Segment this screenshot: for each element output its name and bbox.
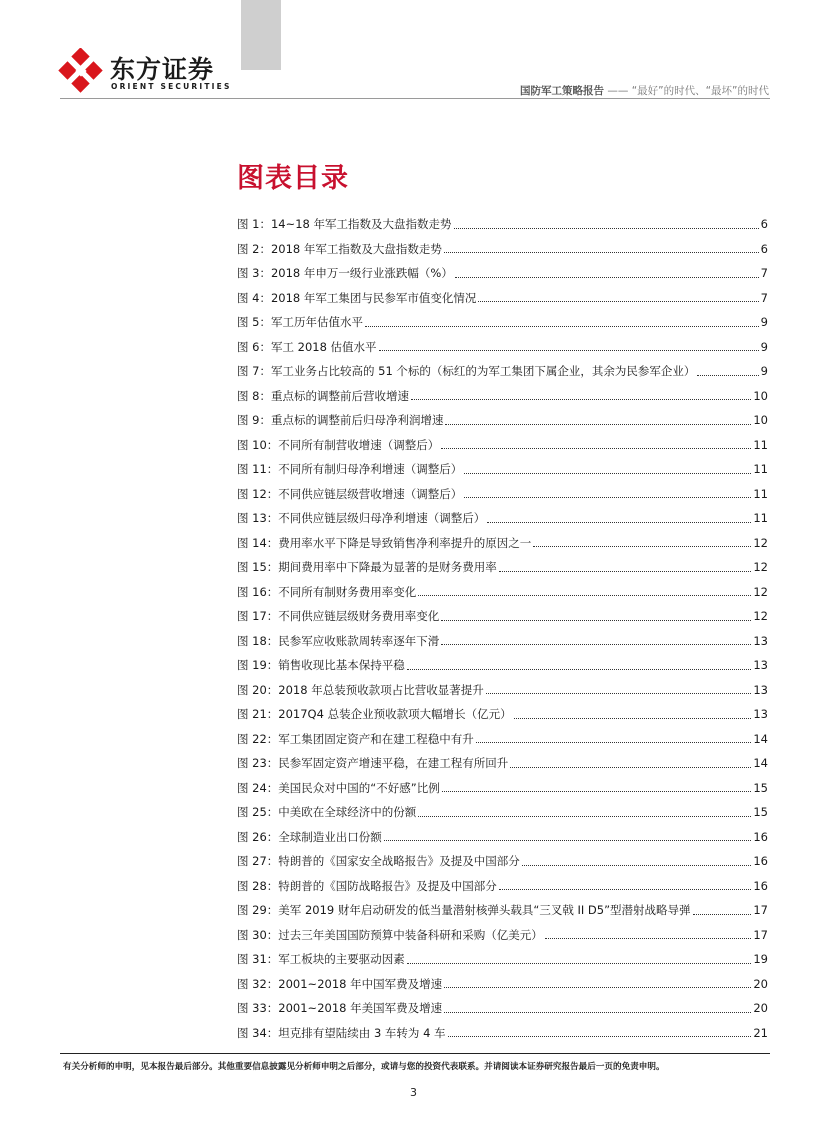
toc-leader-dots	[407, 669, 752, 670]
toc-entry-page: 10	[753, 413, 768, 428]
toc-entry-label: 图 13：不同供应链层级归母净利增速（调整后）	[237, 511, 486, 526]
toc-entry-page: 13	[753, 658, 768, 673]
toc-leader-dots	[411, 399, 751, 400]
toc-entry-label: 图 8：重点标的调整前后营收增速	[237, 388, 409, 403]
toc-entry[interactable]	[237, 482, 768, 507]
orient-securities-logo-icon	[58, 48, 104, 94]
toc-leader-dots	[441, 620, 751, 621]
toc-entry[interactable]	[237, 531, 768, 556]
toc-entry[interactable]	[237, 261, 768, 286]
toc-entry[interactable]	[237, 310, 768, 335]
toc-entry-label: 图 33：2001~2018 年美国军费及增速	[237, 1001, 443, 1016]
toc-leader-dots	[448, 1036, 752, 1037]
toc-leader-dots	[444, 1012, 751, 1013]
header-decoration	[241, 0, 281, 70]
toc-entry[interactable]	[237, 384, 768, 409]
toc-entry-page: 20	[753, 1001, 768, 1016]
page-number: 3	[410, 1086, 417, 1099]
toc-entry-page: 10	[753, 388, 768, 403]
toc-entry-page: 15	[753, 780, 768, 795]
toc-entry-label: 图 14：费用率水平下降是导致销售净利率提升的原因之一	[237, 535, 532, 550]
toc-entry-page: 9	[760, 315, 768, 330]
toc-leader-dots	[407, 963, 752, 964]
toc-entry-label: 图 6：军工 2018 估值水平	[237, 339, 377, 354]
footer-divider	[60, 1053, 770, 1054]
toc-entry[interactable]	[237, 408, 768, 433]
brand-logo	[58, 48, 232, 98]
toc-leader-dots	[514, 718, 752, 719]
toc-entry[interactable]	[237, 996, 768, 1021]
toc-leader-dots	[379, 350, 759, 351]
toc-entry-label: 图 31：军工板块的主要驱动因素	[237, 952, 405, 967]
toc-entry-page: 16	[753, 878, 768, 893]
toc-entry[interactable]	[237, 286, 768, 311]
toc-leader-dots	[545, 938, 752, 939]
toc-entry-label: 图 32：2001~2018 年中国军费及增速	[237, 976, 443, 991]
report-header	[520, 83, 769, 98]
toc-entry-page: 14	[753, 731, 768, 746]
toc-entry-page: 13	[753, 682, 768, 697]
toc-entry-page: 12	[753, 584, 768, 599]
toc-leader-dots	[478, 301, 758, 302]
toc-entry-page: 15	[753, 805, 768, 820]
toc-entry[interactable]	[237, 433, 768, 458]
toc-entry-label: 图 4：2018 年军工集团与民参军市值变化情况	[237, 290, 477, 305]
toc-entry-label: 图 17：不同供应链层级财务费用率变化	[237, 609, 440, 624]
toc-leader-dots	[499, 571, 752, 572]
toc-entry-page: 14	[753, 756, 768, 771]
header-separator: ——	[607, 85, 629, 97]
toc-entry[interactable]	[237, 923, 768, 948]
toc-entry-page: 16	[753, 829, 768, 844]
toc-leader-dots	[365, 326, 759, 327]
toc-entry-label: 图 22：军工集团固定资产和在建工程稳中有升	[237, 731, 474, 746]
toc-leader-dots	[464, 473, 751, 474]
toc-entry-page: 12	[753, 609, 768, 624]
toc-entry[interactable]	[237, 506, 768, 531]
toc-entry-page: 12	[753, 535, 768, 550]
toc-leader-dots	[442, 791, 752, 792]
toc-leader-dots	[476, 742, 752, 743]
toc-entry-label: 图 24：美国民众对中国的“不好感”比例	[237, 780, 440, 795]
toc-leader-dots	[444, 987, 751, 988]
toc-leader-dots	[454, 228, 759, 229]
toc-entry[interactable]	[237, 237, 768, 262]
toc-entry[interactable]	[237, 849, 768, 874]
toc-leader-dots	[533, 546, 751, 547]
toc-leader-dots	[441, 644, 751, 645]
toc-entry-page: 17	[753, 927, 768, 942]
toc-leader-dots	[445, 424, 751, 425]
toc-entry-page: 9	[760, 364, 768, 379]
toc-entry[interactable]	[237, 678, 768, 703]
toc-entry-label: 图 20：2018 年总装预收款项占比营收显著提升	[237, 682, 484, 697]
toc-entry-label: 图 29：美军 2019 财年启动研发的低当量潜射核弹头载具“三叉戟 II D5”型潜射战略导弹	[237, 903, 691, 918]
toc-entry-page: 17	[753, 903, 768, 918]
toc-entry-label: 图 26：全球制造业出口份额	[237, 829, 382, 844]
toc-entry-page: 21	[753, 1025, 768, 1040]
toc-title: 图表目录	[237, 163, 349, 194]
toc-entry-page: 7	[760, 266, 768, 281]
toc-entry-label: 图 3：2018 年申万一级行业涨跌幅（%）	[237, 266, 453, 281]
toc-entry[interactable]	[237, 1021, 768, 1046]
toc-leader-dots	[455, 277, 759, 278]
toc-entry-page: 6	[760, 241, 768, 256]
toc-entry[interactable]	[237, 751, 768, 776]
toc-leader-dots	[499, 889, 752, 890]
toc-entry-page: 11	[753, 437, 768, 452]
toc-entry-label: 图 10：不同所有制营收增速（调整后）	[237, 437, 440, 452]
toc-entry-page: 13	[753, 633, 768, 648]
toc-entry-label: 图 28：特朗普的《国防战略报告》及提及中国部分	[237, 878, 497, 893]
toc-leader-dots	[384, 840, 752, 841]
toc-entry-page: 12	[753, 560, 768, 575]
toc-entry-label: 图 23：民参军固定资产增速平稳，在建工程有所回升	[237, 756, 509, 771]
toc-entry-label: 图 19：销售收现比基本保持平稳	[237, 658, 405, 673]
toc-entry-page: 9	[760, 339, 768, 354]
toc-entry-label: 图 25：中美欧在全球经济中的份额	[237, 805, 417, 820]
toc-entry-label: 图 11：不同所有制归母净利增速（调整后）	[237, 462, 463, 477]
toc-entry-label: 图 5：军工历年估值水平	[237, 315, 363, 330]
toc-leader-dots	[697, 375, 758, 376]
toc-entry[interactable]	[237, 555, 768, 580]
report-subtitle: “最好”的时代、“最坏”的时代	[631, 85, 769, 97]
report-type: 国防军工策略报告	[520, 85, 605, 97]
toc-leader-dots	[418, 595, 751, 596]
toc-entry-page: 7	[760, 290, 768, 305]
toc-entry-page: 16	[753, 854, 768, 869]
toc-leader-dots	[486, 693, 752, 694]
toc-entry[interactable]	[237, 653, 768, 678]
toc-entry[interactable]	[237, 727, 768, 752]
toc-entry[interactable]	[237, 800, 768, 825]
toc-leader-dots	[418, 816, 751, 817]
toc-entry[interactable]	[237, 776, 768, 801]
toc-entry-page: 11	[753, 486, 768, 501]
toc-entry-label: 图 9：重点标的调整前后归母净利润增速	[237, 413, 444, 428]
toc-entry[interactable]	[237, 947, 768, 972]
toc-entry[interactable]	[237, 580, 768, 605]
toc-entry-label: 图 7：军工业务占比较高的 51 个标的（标红的为军工集团下属企业，其余为民参军企业）	[237, 364, 696, 379]
toc-entry-label: 图 34：坦克排有望陆续由 3 车转为 4 车	[237, 1025, 446, 1040]
toc-entry[interactable]	[237, 972, 768, 997]
toc-leader-dots	[522, 865, 752, 866]
toc-list	[237, 212, 768, 1045]
toc-entry[interactable]	[237, 702, 768, 727]
toc-entry[interactable]	[237, 604, 768, 629]
toc-entry-page: 13	[753, 707, 768, 722]
toc-leader-dots	[487, 522, 751, 523]
brand-name-en: ORIENT SECURITIES	[111, 82, 232, 91]
header-divider	[60, 98, 770, 99]
toc-leader-dots	[444, 252, 759, 253]
toc-entry[interactable]	[237, 335, 768, 360]
toc-entry[interactable]	[237, 457, 768, 482]
toc-entry-page: 6	[760, 217, 768, 232]
toc-leader-dots	[441, 448, 751, 449]
toc-entry-page: 11	[753, 511, 768, 526]
toc-entry-page: 19	[753, 952, 768, 967]
toc-entry-label: 图 2：2018 年军工指数及大盘指数走势	[237, 241, 442, 256]
toc-leader-dots	[464, 497, 751, 498]
toc-entry-label: 图 16：不同所有制财务费用率变化	[237, 584, 417, 599]
toc-leader-dots	[693, 914, 752, 915]
toc-entry[interactable]	[237, 825, 768, 850]
toc-entry[interactable]	[237, 359, 768, 384]
toc-leader-dots	[510, 767, 751, 768]
disclaimer-text: 有关分析师的申明，见本报告最后部分。其他重要信息披露见分析师申明之后部分，或请与您的投资代表联系。并请阅读本证券研究报告最后一页的免责申明。	[63, 1062, 665, 1072]
toc-entry[interactable]	[237, 898, 768, 923]
toc-entry-label: 图 1：14~18 年军工指数及大盘指数走势	[237, 217, 452, 232]
toc-entry-label: 图 18：民参军应收账款周转率逐年下滑	[237, 633, 440, 648]
brand-name-cn: 东方证券	[110, 55, 215, 84]
toc-entry-label: 图 12：不同供应链层级营收增速（调整后）	[237, 486, 463, 501]
toc-entry[interactable]	[237, 629, 768, 654]
toc-entry-label: 图 15：期间费用率中下降最为显著的是财务费用率	[237, 560, 497, 575]
toc-entry-label: 图 27：特朗普的《国家安全战略报告》及提及中国部分	[237, 854, 520, 869]
toc-entry-page: 11	[753, 462, 768, 477]
toc-entry-label: 图 21：2017Q4 总装企业预收款项大幅增长（亿元）	[237, 707, 512, 722]
toc-entry-page: 20	[753, 976, 768, 991]
toc-entry[interactable]	[237, 212, 768, 237]
toc-entry[interactable]	[237, 874, 768, 899]
toc-entry-label: 图 30：过去三年美国国防预算中装备科研和采购（亿美元）	[237, 927, 543, 942]
